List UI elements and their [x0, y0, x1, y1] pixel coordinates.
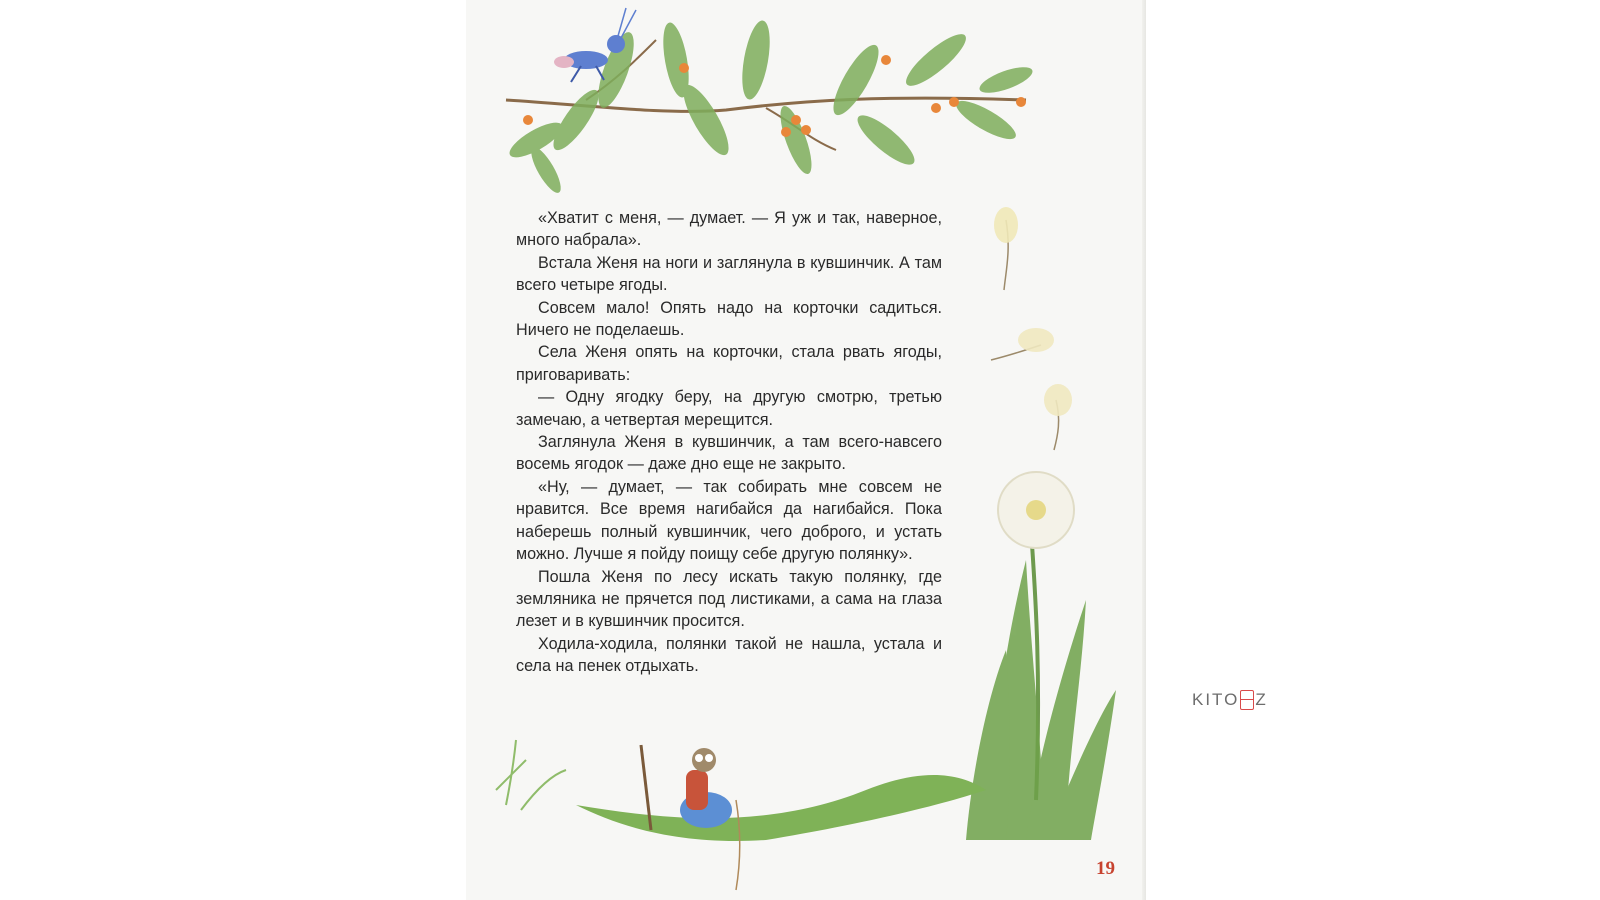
paragraph: — Одну ягодку беру, на другую смотрю, третью замечаю, а четвертая мерещится.	[516, 388, 942, 429]
paragraph: Заглянула Женя в кувшинчик, а там всего-навсего восемь ягодок — даже дно еще не закрыто.	[516, 433, 942, 474]
paragraph: Села Женя опять на корточки, стала рвать ягоды, приговаривать:	[516, 343, 942, 384]
paragraph: Встала Женя на ноги и заглянула в кувшинчик. А там всего четыре ягоды.	[516, 253, 942, 295]
dandelion-flower-illustration	[966, 472, 1116, 840]
paragraph: Ходила-ходила, полянки такой не нашла, устала и села на пенек отдыхать.	[516, 634, 942, 676]
page-number: 19	[1096, 858, 1115, 879]
paragraph: «Ну, — думает, — так собирать мне совсем не нравится. Все время нагибайся да нагибайся. Пока наберешь полный кувшинчик, чего доброго, и устать можно. Лучше я пойду поищу себе другую полянку».	[516, 477, 942, 564]
watermark-b-icon	[1240, 690, 1254, 710]
book-page	[466, 0, 1146, 900]
watermark-text: KITO	[1192, 690, 1240, 709]
paragraph: Совсем мало! Опять надо на корточки садиться. Ничего не поделаешь.	[516, 298, 942, 340]
top-branch-illustration	[505, 8, 1035, 197]
page-edge	[1142, 0, 1146, 900]
paragraph: «Хватит с меня, — думает. — Я уж и так, наверное, много набрала».	[516, 209, 942, 250]
watermark-text-end: Z	[1255, 690, 1268, 709]
bottom-grass-illustration	[496, 740, 986, 890]
dandelion-seeds-illustration	[991, 207, 1072, 450]
story-text	[516, 207, 942, 678]
watermark-logo	[1192, 690, 1268, 710]
paragraph: Пошла Женя по лесу искать такую полянку, где земляника не прячется под листиками, а сама на глаза лезет и в кувшинчик просится.	[516, 567, 942, 631]
